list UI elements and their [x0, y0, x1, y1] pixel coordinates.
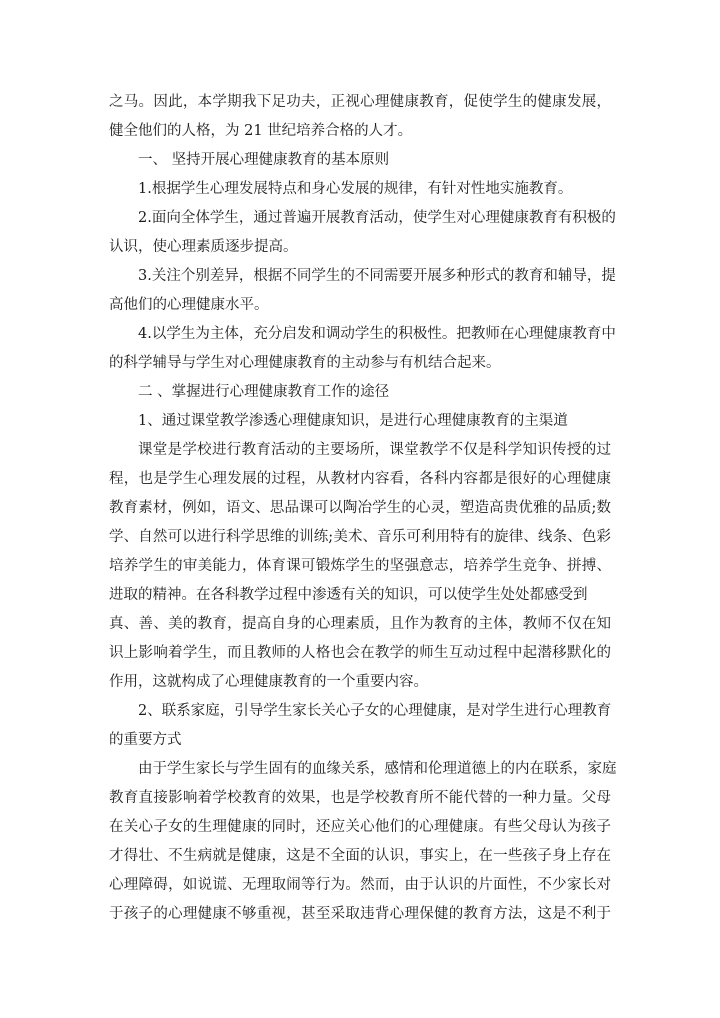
text-line: 心理障碍，如说谎、无理取闹等行为。然而，由于认识的片面性，不少家长对	[109, 877, 611, 893]
text-line: 才得壮、不生病就是健康，这是不全面的认识，事实上，在一些孩子身上存在	[109, 848, 611, 864]
text-line: 的重要方式	[109, 732, 182, 748]
text-line: 之马。因此，本学期我下足功夫，正视心理健康教育，促使学生的健康发展，	[109, 94, 611, 110]
text-line: 一、 坚持开展心理健康教育的基本原则	[138, 152, 390, 168]
text-line: 4.以学生为主体，充分启发和调动学生的积极性。把教师在心理健康教育中	[138, 326, 616, 342]
text-line: 学、自然可以进行科学思维的训练;美术、音乐可利用特有的旋律、线条、色彩	[109, 529, 611, 545]
text-line: 2、联系家庭，引导学生家长关心子女的心理健康，是对学生进行心理教育	[138, 703, 612, 719]
text-line: 健全他们的人格，为 21 世纪培养合格的人才。	[109, 123, 413, 139]
text-line: 于孩子的心理健康不够重视，甚至采取违背心理保健的教育方法，这是不利于	[109, 906, 611, 922]
text-line: 作用，这就构成了心理健康教育的一个重要内容。	[109, 674, 428, 690]
text-line: 1.根据学生心理发展特点和身心发展的规律，有针对性地实施教育。	[138, 181, 573, 197]
text-line: 教育直接影响着学校教育的效果，也是学校教育所不能代替的一种力量。父母	[109, 790, 611, 806]
text-line: 在关心子女的生理健康的同时，还应关心他们的心理健康。有些父母认为孩子	[109, 819, 611, 835]
text-line: 课堂是学校进行教育活动的主要场所，课堂教学不仅是科学知识传授的过	[138, 442, 611, 458]
text-line: 真、善、美的教育，提高自身的心理素质，且作为教育的主体，教师不仅在知	[109, 616, 611, 632]
text-line: 的科学辅导与学生对心理健康教育的主动参与有机结合起来。	[109, 355, 501, 371]
text-line: 3.关注个别差异，根据不同学生的不同需要开展多种形式的教育和辅导，提	[138, 268, 616, 284]
text-line: 由于学生家长与学生固有的血缘关系，感情和伦理道德上的内在联系，家庭	[138, 761, 617, 777]
text-line: 认识，使心理素质逐步提高。	[109, 239, 298, 255]
text-line: 识上影响着学生，而且教师的人格也会在教学的师生互动过程中起潜移默化的	[109, 645, 611, 661]
text-line: 2.面向全体学生，通过普遍开展教育活动，使学生对心理健康教育有积极的	[138, 210, 616, 226]
text-line: 教育素材，例如，语文、思品课可以陶冶学生的心灵，塑造高贵优雅的品质;数	[109, 500, 611, 516]
text-line: 培养学生的审美能力，体育课可锻炼学生的坚强意志，培养学生竞争、拼搏、	[109, 558, 611, 574]
text-line: 高他们的心理健康水平。	[109, 297, 269, 313]
document-body	[109, 88, 617, 929]
text-line: 1、通过课堂教学渗透心理健康知识，是进行心理健康教育的主渠道	[138, 413, 568, 429]
text-line: 进取的精神。在各科教学过程中渗透有关的知识，可以使学生处处都感受到	[109, 587, 588, 603]
text-line: 二 、掌握进行心理健康教育工作的途径	[138, 384, 390, 400]
text-line: 程，也是学生心理发展的过程，从教材内容看，各科内容都是很好的心理健康	[109, 471, 611, 487]
